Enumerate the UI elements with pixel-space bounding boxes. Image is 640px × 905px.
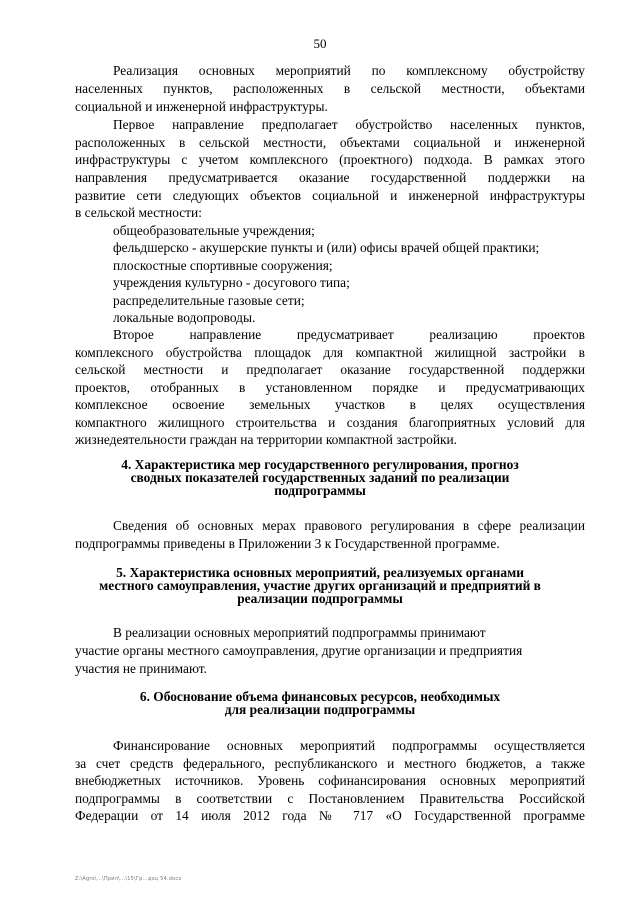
section-heading: 4. Характеристика мер государственного регулирования, прогноз (121, 457, 519, 472)
list-item: общеобразовательные учреждения; (113, 223, 315, 238)
file-path-footer: Z:\Agro\...\Прил\...\15\Гр...доц 54.docx (75, 876, 182, 882)
text-line: В реализации основных мероприятий подпрограммы принимают (113, 625, 486, 640)
text-line: сельской местности и предполагает оказание государственной поддержки (75, 362, 585, 377)
text-line: участие органы местного самоуправления, другие организации и предприятия (75, 643, 523, 658)
text-line: направления предусматривается оказание государственной поддержки на (75, 170, 585, 185)
list-item: локальные водопроводы. (113, 310, 256, 325)
text-line: подпрограммы в соответствии с Постановлением Правительства Российской (75, 791, 585, 806)
text-line: Федерации от 14 июля 2012 года № 717 «О Государственной программе (75, 808, 585, 823)
section-heading: подпрограммы (274, 483, 366, 498)
list-item: учреждения культурно - досугового типа; (113, 275, 350, 290)
text-line: населенных пунктов, расположенных в сельской местности, объектами (75, 81, 585, 96)
text-line: расположенных в сельской местности, объектами социальной и инженерной (75, 135, 585, 150)
text-line: комплексного обустройства площадок для компактной жилищной застройки в (75, 345, 585, 360)
text-line: инфраструктуры с учетом комплексного (проектного) подхода. В рамках этого (75, 152, 585, 167)
section-heading: сводных показателей государственных заданий по реализации (130, 470, 510, 485)
text-line: участия не принимают. (75, 661, 208, 676)
text-line: за счет средств федерального, республиканского и местного бюджетов, а также (75, 756, 585, 771)
text-line: жизнедеятельности граждан на территории компактной застройки. (75, 432, 458, 447)
section-heading: 5. Характеристика основных мероприятий, реализуемых органами (116, 565, 524, 580)
section-heading: местного самоуправления, участие других организаций и предприятий в (99, 578, 541, 593)
section-heading: для реализации подпрограммы (224, 702, 416, 717)
list-item: фельдшерско - акушерские пункты и (или) офисы врачей общей практики; (113, 240, 540, 255)
text-line: комплексное освоение земельных участков в целях осуществления (75, 397, 585, 412)
text-line: подпрограммы приведены в Приложении 3 к Государственной программе. (75, 536, 500, 551)
section-heading: 6. Обоснование объема финансовых ресурсов, необходимых (139, 689, 501, 704)
text-line: социальной и инженерной инфраструктуры. (75, 99, 328, 114)
text-line: Первое направление предполагает обустройство населенных пунктов, (113, 117, 585, 132)
list-item: распределительные газовые сети; (113, 293, 305, 308)
text-line: в сельской местности: (75, 205, 202, 220)
text-line: Сведения об основных мерах правового регулирования в сфере реализации (113, 518, 585, 533)
text-line: компактного жилищного строительства и создания благоприятных условий для (75, 415, 585, 430)
text-line: развитие сети следующих объектов социальной и инженерной инфраструктуры (75, 188, 585, 203)
text-line: внебюджетных источников. Уровень софинансирования основных мероприятий (75, 773, 585, 788)
list-item: плоскостные спортивные сооружения; (113, 258, 333, 273)
text-line: Второе направление предусматривает реализацию проектов (113, 327, 585, 342)
text-line: проектов, отобранных в установленном порядке и предусматривающих (75, 380, 585, 395)
page-number: 50 (313, 36, 327, 51)
text-line: Реализация основных мероприятий по комплексному обустройству (113, 63, 585, 78)
text-line: Финансирование основных мероприятий подпрограммы осуществляется (113, 738, 585, 753)
section-heading: реализации подпрограммы (237, 591, 403, 606)
